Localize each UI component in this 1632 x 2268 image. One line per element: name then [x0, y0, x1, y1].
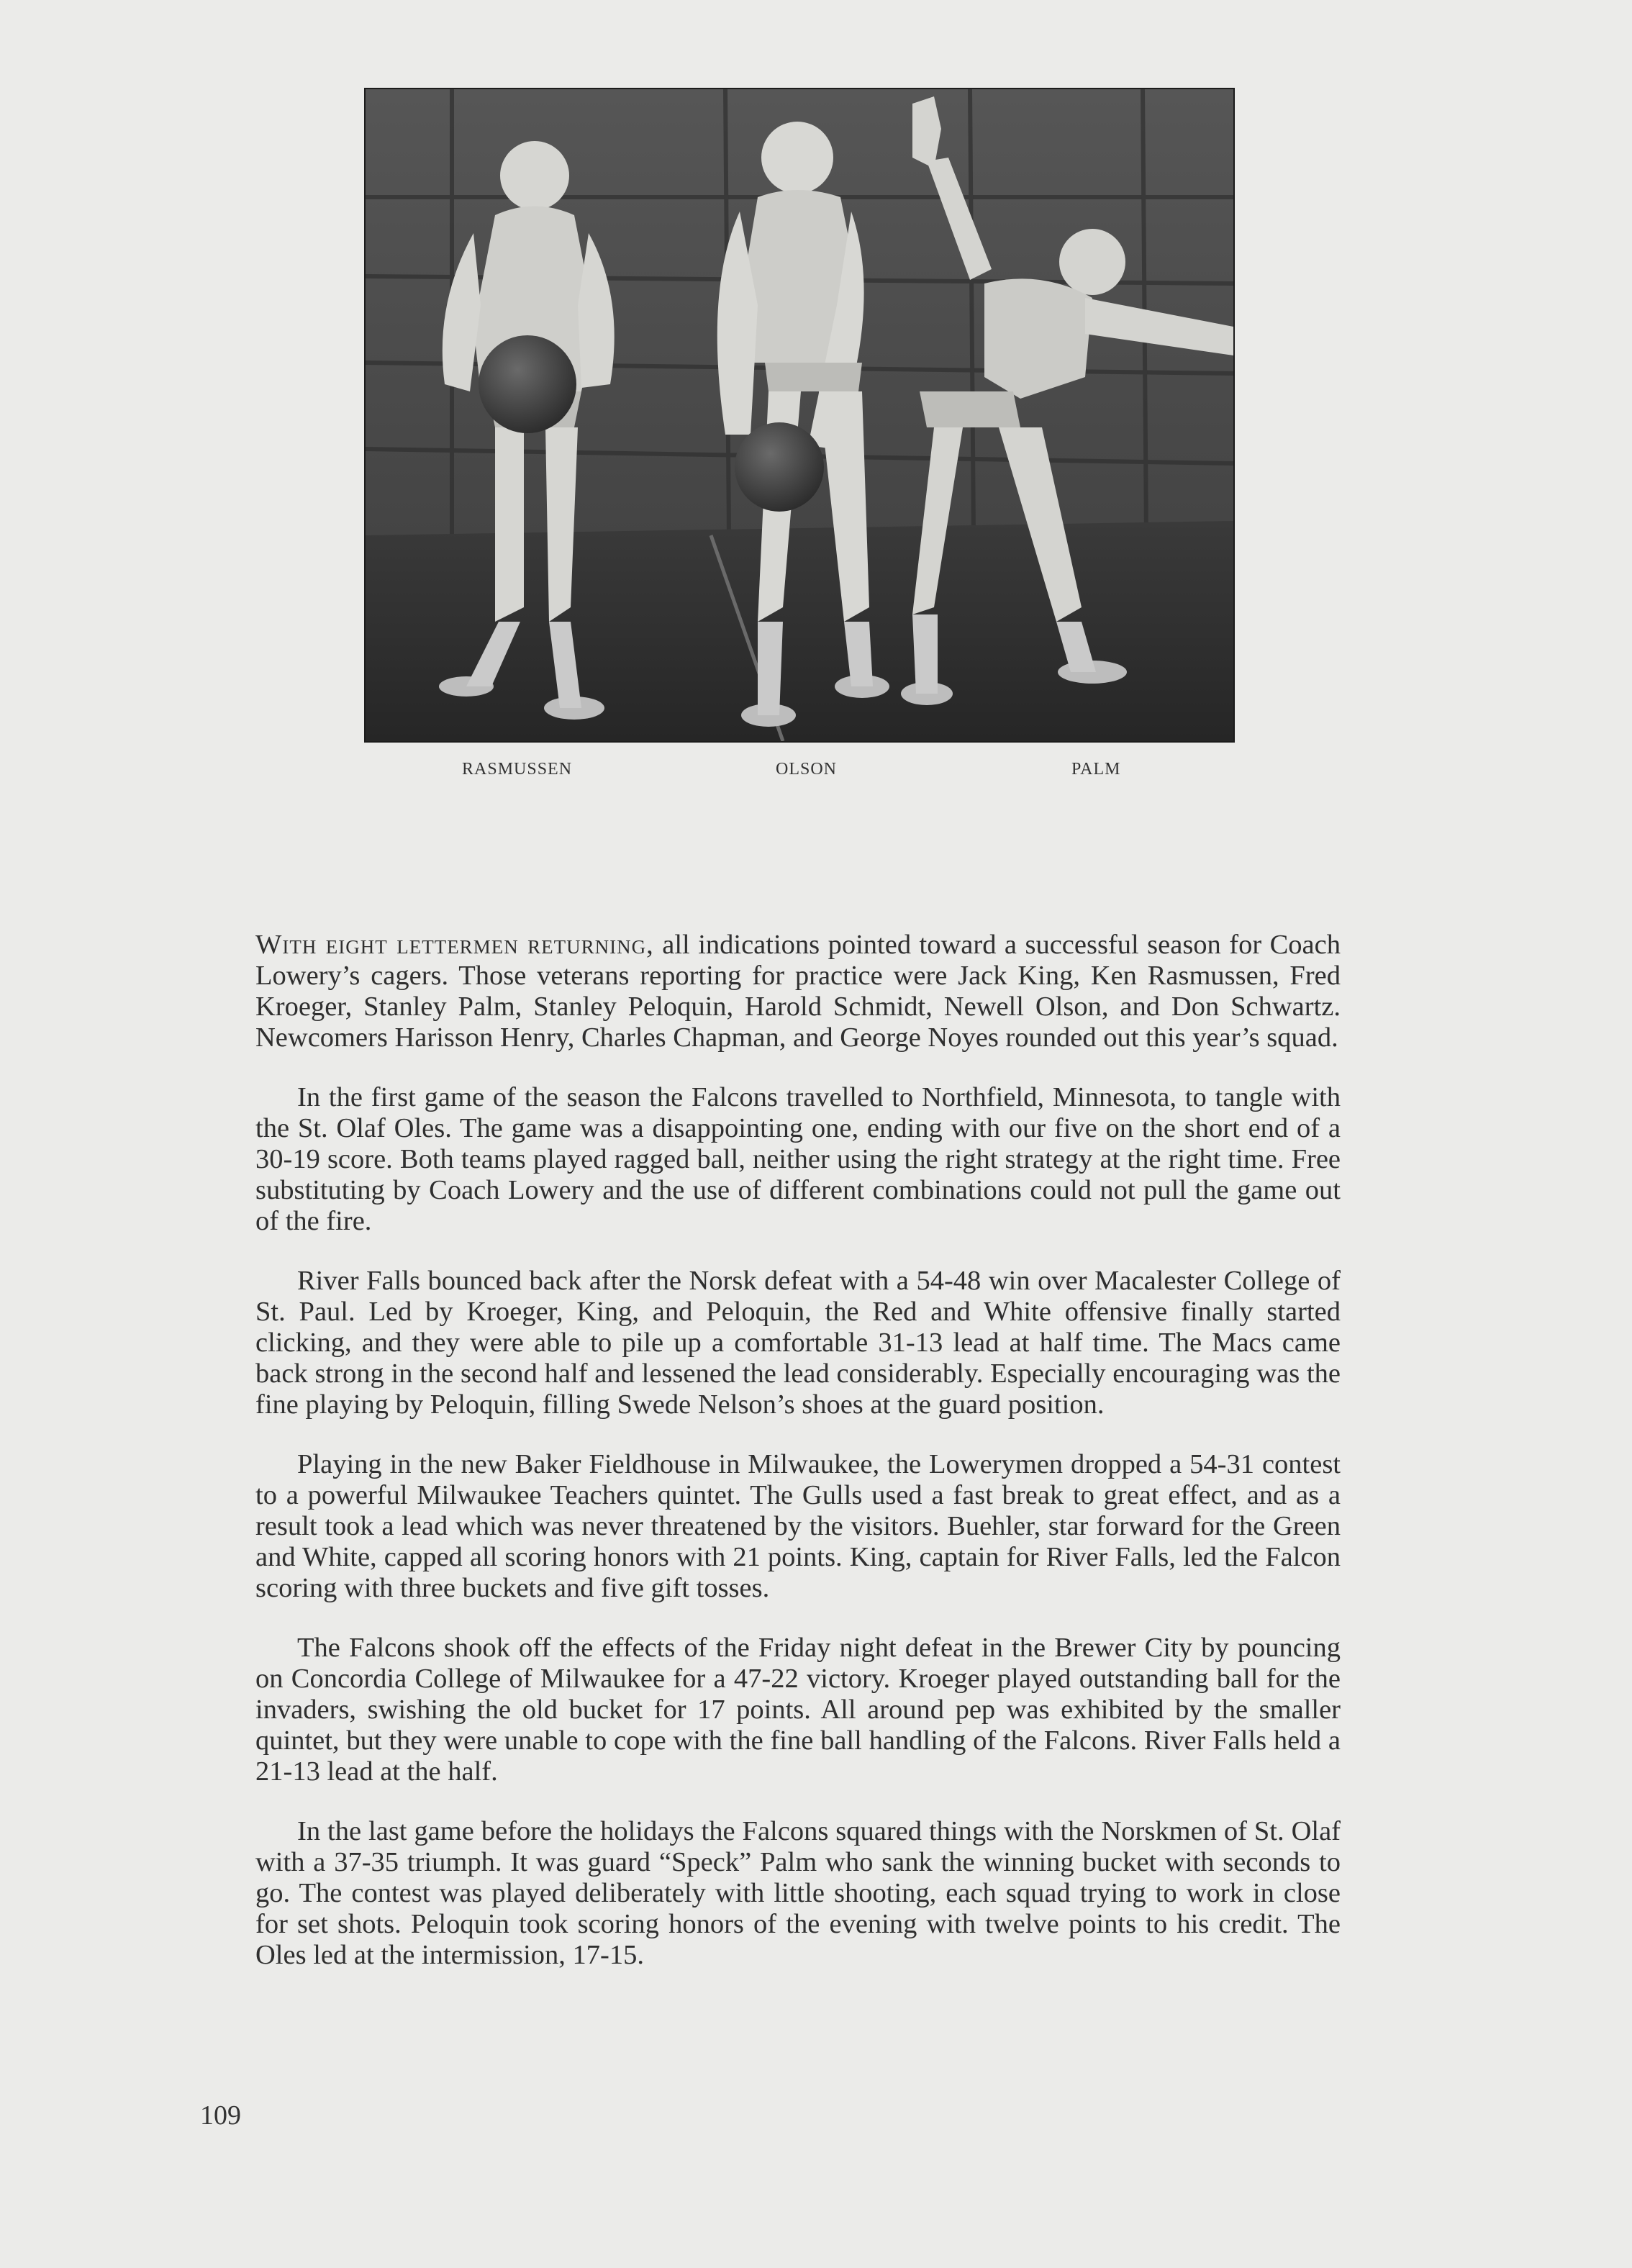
article-body [255, 930, 1341, 2000]
article-paragraph: The Falcons shook off the effects of the Friday night defeat in the Brewer City by pouncing on Concordia College of Milwaukee for a 47-22 victory. Kroeger played outstanding ball for the invaders, swishing the old bucket for 17 points. All around pep was exhibited by the smaller quintet, but they were unable to cope with the fine ball handling of the Falcons. River Falls held a 21-13 lead at the half. [255, 1633, 1341, 1787]
article-paragraph [255, 930, 1341, 1053]
photo-caption-middle: OLSON [776, 760, 838, 779]
team-photo [366, 89, 1233, 741]
page-number: 109 [200, 2100, 241, 2131]
photo-caption-left: RASMUSSEN [462, 760, 573, 779]
paragraph-text: all indications pointed toward a successful season for Coach Lowery’s cagers. Those veterans reporting for practice were Jack King, Ken Rasmussen, Fred Kroeger, Stanley Palm, Stanley Peloquin, Harold Schmidt, Newell Olson, and Don Schwartz. Newcomers Harisson Henry, Charles Chapman, and George Noyes rounded out this year’s squad. [255, 930, 1341, 1053]
lead-in-smallcaps: With eight lettermen returning, [255, 930, 654, 960]
article-paragraph: River Falls bounced back after the Norsk defeat with a 54-48 win over Macalester College of St. Paul. Led by Kroeger, King, and Peloquin, the Red and White offensive finally started clicking, and they were able to pile up a comfortable 31-13 lead at half time. The Macs came back strong in the second half and lessened the lead considerably. Especially encouraging was the fine playing by Peloquin, filling Swede Nelson’s shoes at the guard position. [255, 1266, 1341, 1420]
photo-caption-right: PALM [1071, 760, 1121, 779]
players-photo-illustration [366, 89, 1233, 741]
article-paragraph: Playing in the new Baker Fieldhouse in Milwaukee, the Lowerymen dropped a 54-31 contest to a powerful Milwaukee Teachers quintet. The Gulls used a fast break to great effect, and as a result took a lead which was never threatened by the visitors. Buehler, star forward for the Green and White, capped all scoring honors with 21 points. King, captain for River Falls, led the Falcon scoring with three buckets and five gift tosses. [255, 1449, 1341, 1603]
article-paragraph: In the last game before the holidays the Falcons squared things with the Norskmen of St. Olaf with a 37-35 triumph. It was guard “Speck” Palm who sank the winning bucket with seconds to go. The contest was played deliberately with little shooting, each squad trying to work in close for set shots. Peloquin took scoring honors of the evening with twelve points to his credit. The Oles led at the intermission, 17-15. [255, 1816, 1341, 1970]
article-paragraph: In the first game of the season the Falcons travelled to Northfield, Minnesota, to tangle with the St. Olaf Oles. The game was a disappointing one, ending with our five on the short end of a 30-19 score. Both teams played ragged ball, neither using the right strategy at the right time. Free substituting by Coach Lowery and the use of different combinations could not pull the game out of the fire. [255, 1082, 1341, 1236]
